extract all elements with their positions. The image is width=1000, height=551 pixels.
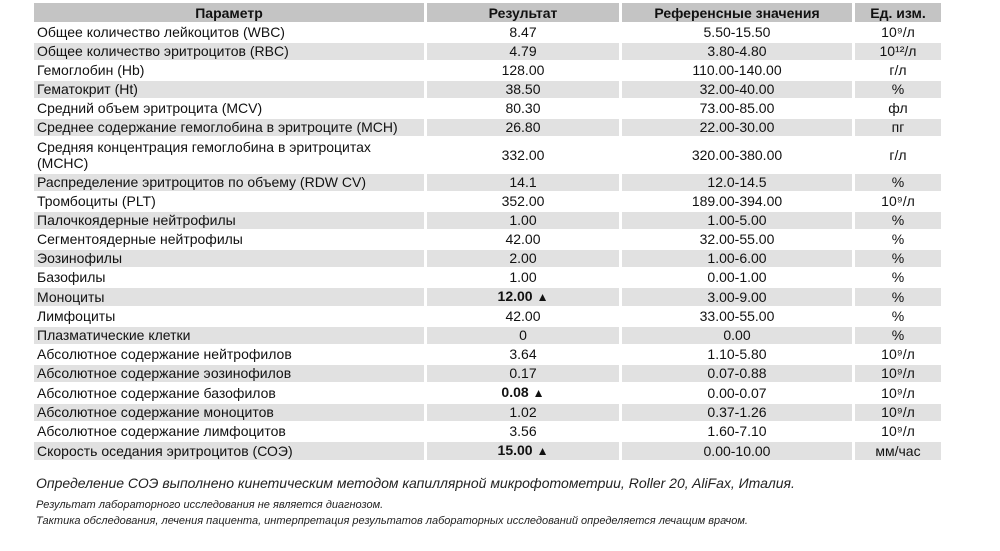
- result-value: 42.00: [505, 231, 541, 247]
- param-cell: Общее количество эритроцитов (RBC): [34, 43, 424, 62]
- result-cell: [427, 365, 619, 384]
- results-table: [31, 3, 944, 462]
- result-cell: [427, 174, 619, 193]
- result-cell: [427, 384, 619, 404]
- result-value: 3.64: [509, 346, 537, 362]
- table-row: [34, 269, 941, 288]
- unit-cell: 10⁹/л: [855, 24, 941, 43]
- unit-cell: мм/час: [855, 442, 941, 462]
- reference-cell: 32.00-40.00: [622, 81, 852, 100]
- param-cell: Гематокрит (Ht): [34, 81, 424, 100]
- param-cell: Общее количество лейкоцитов (WBC): [34, 24, 424, 43]
- result-value: 80.30: [505, 100, 541, 116]
- unit-cell: %: [855, 81, 941, 100]
- result-cell: [427, 442, 619, 462]
- unit-cell: 10⁹/л: [855, 404, 941, 423]
- result-value: 332.00: [501, 147, 545, 163]
- unit-cell: %: [855, 327, 941, 346]
- result-cell: [427, 404, 619, 423]
- table-row: [34, 442, 941, 462]
- unit-cell: %: [855, 212, 941, 231]
- reference-cell: 1.00-6.00: [622, 250, 852, 269]
- table-row: [34, 404, 941, 423]
- param-cell: Абсолютное содержание базофилов: [34, 384, 424, 404]
- unit-cell: г/л: [855, 138, 941, 174]
- table-row: [34, 62, 941, 81]
- table-row: [34, 423, 941, 442]
- unit-cell: пг: [855, 119, 941, 138]
- result-cell: [427, 62, 619, 81]
- reference-cell: 0.00-0.07: [622, 384, 852, 404]
- reference-cell: 3.00-9.00: [622, 288, 852, 308]
- table-row: [34, 308, 941, 327]
- unit-cell: 10⁹/л: [855, 423, 941, 442]
- param-cell: Абсолютное содержание эозинофилов: [34, 365, 424, 384]
- table-row: [34, 119, 941, 138]
- unit-cell: 10⁹/л: [855, 384, 941, 404]
- unit-cell: г/л: [855, 62, 941, 81]
- reference-cell: 1.00-5.00: [622, 212, 852, 231]
- table-row: [34, 384, 941, 404]
- result-value: 4.79: [509, 43, 537, 59]
- param-cell: Средний объем эритроцита (MCV): [34, 100, 424, 119]
- reference-cell: 1.60-7.10: [622, 423, 852, 442]
- table-row: [34, 346, 941, 365]
- footnote-disclaimer: Результат лабораторного исследования не является диагнозом.: [36, 499, 384, 511]
- reference-cell: 110.00-140.00: [622, 62, 852, 81]
- unit-cell: %: [855, 308, 941, 327]
- param-cell: Плазматические клетки: [34, 327, 424, 346]
- result-cell: [427, 423, 619, 442]
- unit-cell: %: [855, 250, 941, 269]
- result-cell: [427, 119, 619, 138]
- result-cell: [427, 269, 619, 288]
- table-body: [34, 24, 941, 462]
- table-row: [34, 24, 941, 43]
- header-result: Результат: [427, 3, 619, 24]
- unit-cell: %: [855, 174, 941, 193]
- high-flag-icon: ▲: [532, 386, 545, 400]
- param-cell: Распределение эритроцитов по объему (RDW CV): [34, 174, 424, 193]
- reference-cell: 33.00-55.00: [622, 308, 852, 327]
- param-cell: Абсолютное содержание нейтрофилов: [34, 346, 424, 365]
- reference-cell: 12.0-14.5: [622, 174, 852, 193]
- unit-cell: 10⁹/л: [855, 365, 941, 384]
- unit-cell: фл: [855, 100, 941, 119]
- unit-cell: 10⁹/л: [855, 346, 941, 365]
- reference-cell: 22.00-30.00: [622, 119, 852, 138]
- result-cell: [427, 193, 619, 212]
- reference-cell: 5.50-15.50: [622, 24, 852, 43]
- table-row: [34, 138, 941, 174]
- param-cell: Палочкоядерные нейтрофилы: [34, 212, 424, 231]
- table-row: [34, 365, 941, 384]
- table-row: [34, 212, 941, 231]
- result-cell: [427, 138, 619, 174]
- param-cell: Базофилы: [34, 269, 424, 288]
- high-flag-icon: ▲: [536, 444, 549, 458]
- result-value: 0.17: [509, 365, 537, 381]
- result-cell: [427, 231, 619, 250]
- param-cell: Скорость оседания эритроцитов (СОЭ): [34, 442, 424, 462]
- table-row: [34, 174, 941, 193]
- header-unit: Ед. изм.: [855, 3, 941, 24]
- reference-cell: 1.10-5.80: [622, 346, 852, 365]
- unit-cell: %: [855, 288, 941, 308]
- result-cell: [427, 346, 619, 365]
- result-value: 2.00: [509, 250, 537, 266]
- reference-cell: 320.00-380.00: [622, 138, 852, 174]
- param-cell: Средняя концентрация гемоглобина в эритроцитах (MCHC): [34, 138, 424, 174]
- table-row: [34, 288, 941, 308]
- param-cell: Гемоглобин (Hb): [34, 62, 424, 81]
- param-cell: Абсолютное содержание лимфоцитов: [34, 423, 424, 442]
- param-cell: Среднее содержание гемоглобина в эритроците (MCH): [34, 119, 424, 138]
- result-cell: [427, 250, 619, 269]
- table-row: [34, 100, 941, 119]
- header-param: Параметр: [34, 3, 424, 24]
- reference-cell: 0.00-10.00: [622, 442, 852, 462]
- header-reference: Референсные значения: [622, 3, 852, 24]
- param-cell: Тромбоциты (PLT): [34, 193, 424, 212]
- result-value: 0.08: [501, 384, 529, 400]
- unit-cell: 10⁹/л: [855, 193, 941, 212]
- result-value: 352.00: [501, 193, 545, 209]
- reference-cell: 0.37-1.26: [622, 404, 852, 423]
- result-cell: [427, 327, 619, 346]
- result-value: 1.02: [509, 404, 537, 420]
- result-cell: [427, 308, 619, 327]
- result-value: 8.47: [509, 24, 537, 40]
- param-cell: Эозинофилы: [34, 250, 424, 269]
- unit-cell: %: [855, 269, 941, 288]
- reference-cell: 3.80-4.80: [622, 43, 852, 62]
- result-cell: [427, 24, 619, 43]
- result-value: 128.00: [501, 62, 545, 78]
- param-cell: Абсолютное содержание моноцитов: [34, 404, 424, 423]
- result-value: 26.80: [505, 119, 541, 135]
- high-flag-icon: ▲: [536, 290, 549, 304]
- result-cell: [427, 81, 619, 100]
- footnote-guidance: Тактика обследования, лечения пациента, интерпретация результатов лабораторных исследований определяется лечащим врачом.: [36, 515, 748, 527]
- result-value: 0: [519, 327, 527, 343]
- result-cell: [427, 212, 619, 231]
- result-value: 12.00: [497, 288, 533, 304]
- param-cell: Сегментоядерные нейтрофилы: [34, 231, 424, 250]
- reference-cell: 0.00-1.00: [622, 269, 852, 288]
- table-row: [34, 250, 941, 269]
- unit-cell: 10¹²/л: [855, 43, 941, 62]
- result-value: 15.00: [497, 442, 533, 458]
- table-row: [34, 231, 941, 250]
- result-value: 42.00: [505, 308, 541, 324]
- reference-cell: 0.07-0.88: [622, 365, 852, 384]
- reference-cell: 0.00: [622, 327, 852, 346]
- result-cell: [427, 43, 619, 62]
- unit-cell: %: [855, 231, 941, 250]
- result-value: 1.00: [509, 269, 537, 285]
- method-note: Определение СОЭ выполнено кинетическим методом капиллярной микрофотометрии, Roller 20, AliFax, Италия.: [36, 475, 795, 491]
- result-value: 1.00: [509, 212, 537, 228]
- reference-cell: 189.00-394.00: [622, 193, 852, 212]
- param-cell: Моноциты: [34, 288, 424, 308]
- table-row: [34, 81, 941, 100]
- result-cell: [427, 288, 619, 308]
- reference-cell: 73.00-85.00: [622, 100, 852, 119]
- param-cell: Лимфоциты: [34, 308, 424, 327]
- table-row: [34, 193, 941, 212]
- table-header-row: [34, 3, 941, 24]
- result-cell: [427, 100, 619, 119]
- table-row: [34, 43, 941, 62]
- result-value: 3.56: [509, 423, 537, 439]
- table-row: [34, 327, 941, 346]
- reference-cell: 32.00-55.00: [622, 231, 852, 250]
- result-value: 38.50: [505, 81, 541, 97]
- result-value: 14.1: [509, 174, 537, 190]
